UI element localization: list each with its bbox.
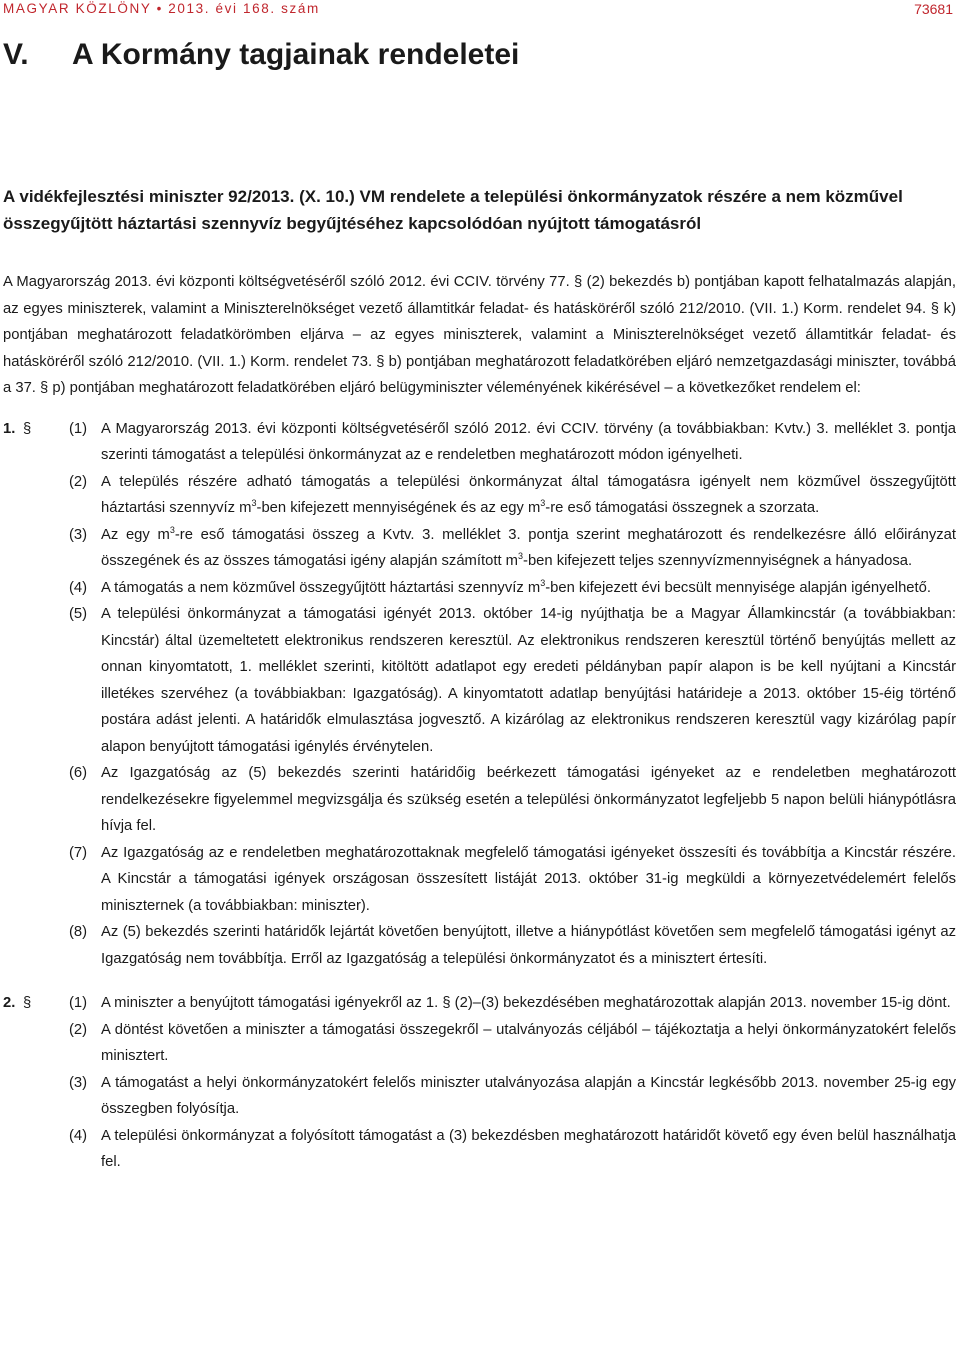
chapter-number: V. (3, 38, 29, 71)
superscript: 3 (169, 524, 175, 535)
superscript: 3 (518, 551, 524, 561)
section-number: 1. (3, 420, 16, 437)
paragraph-number: (2) (69, 473, 88, 490)
section-2 (3, 990, 956, 1176)
paragraph-text: A döntést követően a miniszter a támogatási összegekről – utalványozás céljából – tájékoztatja a helyi önkormányzatokért felelős minisztert. (101, 1021, 956, 1064)
paragraph (69, 601, 956, 760)
text-run: -ben kifejezett teljes szennyvízmennyiségnek a hányadosa. (523, 553, 913, 569)
paragraph (69, 990, 956, 1017)
paragraph (69, 919, 956, 972)
paragraph-number: (3) (69, 526, 88, 543)
section-number: 2. (3, 995, 16, 1011)
paragraph-number: (7) (69, 844, 88, 861)
paragraph-text (101, 522, 956, 575)
paragraph-text: Az (5) bekezdés szerinti határidők lejártát követően benyújtott, illetve a hiánypótlást követően sem megfelelő támogatási igényt az Igazgatóság nem továbbítja. Erről az Igazgatóság a települési önkormányzatot és a minisztert értesíti. (101, 924, 956, 967)
superscript: 3 (251, 498, 257, 508)
paragraph (69, 760, 956, 840)
text-run: -ben kifejezett évi becsült mennyisége alapján igényelhető. (545, 579, 931, 596)
paragraph (69, 1070, 956, 1123)
text-run: -re eső támogatási összegnek a szorzata. (545, 500, 820, 516)
paragraph-text (101, 469, 956, 522)
paragraph-text: A Magyarország 2013. évi központi költségvetéséről szóló 2012. évi CCIV. törvény (a továbbiakban: Kvtv.) 3. melléklet 3. pontja szerinti támogatást a települési önkormányzat az e rendeletben meghatározott módon igényelheti. (101, 420, 956, 463)
paragraph-number: (6) (69, 765, 88, 781)
decree-title: A vidékfejlesztési miniszter 92/2013. (X. 10.) VM rendelete a települési önkormányzatok részére a nem közművel összegyűjtött háztartási szennyvíz begyűjtéséhez kapcsolódóan nyújtott támogatásról (3, 187, 903, 233)
journal-title: MAGYAR KÖZLÖNY • 2013. évi 168. szám (3, 1, 320, 16)
text-run: A település részére adható támogatás a települési önkormányzat által támogatásra igényelt nem közművel összegyűjtött háztartási szennyvíz m (101, 473, 956, 516)
section-mark: § (23, 420, 32, 437)
paragraph-text: A támogatást a helyi önkormányzatokért felelős miniszter utalványozása alapján a Kincstár legkésőbb 2013. november 25-ig egy összegben folyósítja. (101, 1074, 956, 1117)
paragraph-number: (1) (69, 995, 88, 1011)
section-mark: § (23, 995, 32, 1011)
paragraph-number: (1) (69, 420, 88, 437)
paragraph (69, 1123, 956, 1176)
paragraph (69, 575, 956, 602)
page-number: 73681 (914, 1, 953, 17)
paragraph-text: Az Igazgatóság az (5) bekezdés szerinti határidőig beérkezett támogatási igényeket az e rendeletben meghatározott rendelkezésekre figyelemmel megvizsgálja és szükség esetén a települési önkormányzatot legfeljebb 5 napon belüli hiánypótlásra hívja fel. (101, 765, 956, 834)
chapter-title: A Kormány tagjainak rendeletei (72, 38, 520, 71)
decree-preamble: A Magyarország 2013. évi központi költségvetéséről szóló 2012. évi CCIV. törvény 77. § (2) bekezdés b) pontjában kapott felhatalmazás alapján, az egyes miniszterek, valamint a Miniszterelnökséget vezető államtitkár feladat- és hatásköréről szóló 212/2010. (VII. 1.) Korm. rendelet 94. § k) pontjában meghatározott feladatkörömben eljárva – az egyes miniszterek, valamint a Miniszterelnökséget vezető államtitkár feladat- és hatásköréről szóló 212/2010. (VII. 1.) Korm. rendelet 73. § b) pontjában meghatározott feladatkörében eljáró nemzetgazdasági miniszter, továbbá a 37. § p) pontjában meghatározott feladatkörében eljáró belügyminiszter véleményének kikérésével – a következőket rendelem el: (3, 274, 956, 396)
text-run: -re eső támogatási összeg a Kvtv. 3. melléklet 3. pontja szerint meghatározott és rendelkezésre álló előirányzat összegének és az összes támogatási igény alapján számított m (101, 526, 956, 569)
paragraph (69, 522, 956, 575)
text-run: Az egy m (101, 526, 170, 543)
paragraph-number: (8) (69, 924, 88, 940)
paragraph-text: A települési önkormányzat a támogatási igényét 2013. október 14-ig nyújthatja be a Magyar Államkincstár (a továbbiakban: Kincstár) által üzemeltetett elektronikus rendszeren keresztül. Az elektronikus rendszeren keresztül történő benyújtás mellett az onnan kinyomtatott, 1. melléklet szerinti, kitöltött adatlapot egy eredeti példányban papír alapon is be kell nyújtani a Kincstár illetékes szervéhez (a továbbiakban: Igazgatóság). A kinyomtatott adatlap benyújtási határideje a 2013. október 15-éig történő postára adást jelenti. A határidők elmulasztása jogvesztő. A kizárólag az elektronikus rendszeren keresztül vagy kizárólag papír alapon benyújtott támogatási igénylés érvénytelen. (101, 606, 956, 755)
paragraph-text: Az Igazgatóság az e rendeletben meghatározottaknak megfelelő támogatási igényeket összesíti és továbbítja a Kincstár részére. A Kincstár a támogatási igények országosan összesített listáját 2013. október 31-ig megküldi a környezetvédelemért felelős miniszternek (a továbbiakban: miniszter). (101, 844, 956, 914)
paragraph-number: (4) (69, 579, 88, 596)
paragraph (69, 840, 956, 920)
paragraph-number: (3) (69, 1074, 88, 1091)
paragraph-number: (2) (69, 1021, 88, 1038)
chapter-heading (3, 38, 956, 78)
paragraph (69, 416, 956, 469)
paragraph-text: A miniszter a benyújtott támogatási igényekről az 1. § (2)–(3) bekezdésében meghatározottak alapján 2013. november 15-ig dönt. (101, 995, 951, 1011)
running-header (3, 0, 956, 26)
text-run: A támogatás a nem közművel összegyűjtött háztartási szennyvíz m (101, 579, 541, 596)
paragraph-text: A települési önkormányzat a folyósított támogatást a (3) bekezdésben meghatározott határidőt követő egy éven belül használhatja fel. (101, 1127, 956, 1170)
paragraph-text (101, 575, 956, 602)
paragraph-number: (4) (69, 1127, 88, 1144)
text-run: -ben kifejezett mennyiségének és az egy m (256, 500, 541, 516)
paragraph (69, 1017, 956, 1070)
section-1 (3, 416, 956, 973)
superscript: 3 (540, 577, 546, 588)
paragraph (69, 469, 956, 522)
paragraph-number: (5) (69, 606, 88, 622)
superscript: 3 (540, 498, 546, 508)
